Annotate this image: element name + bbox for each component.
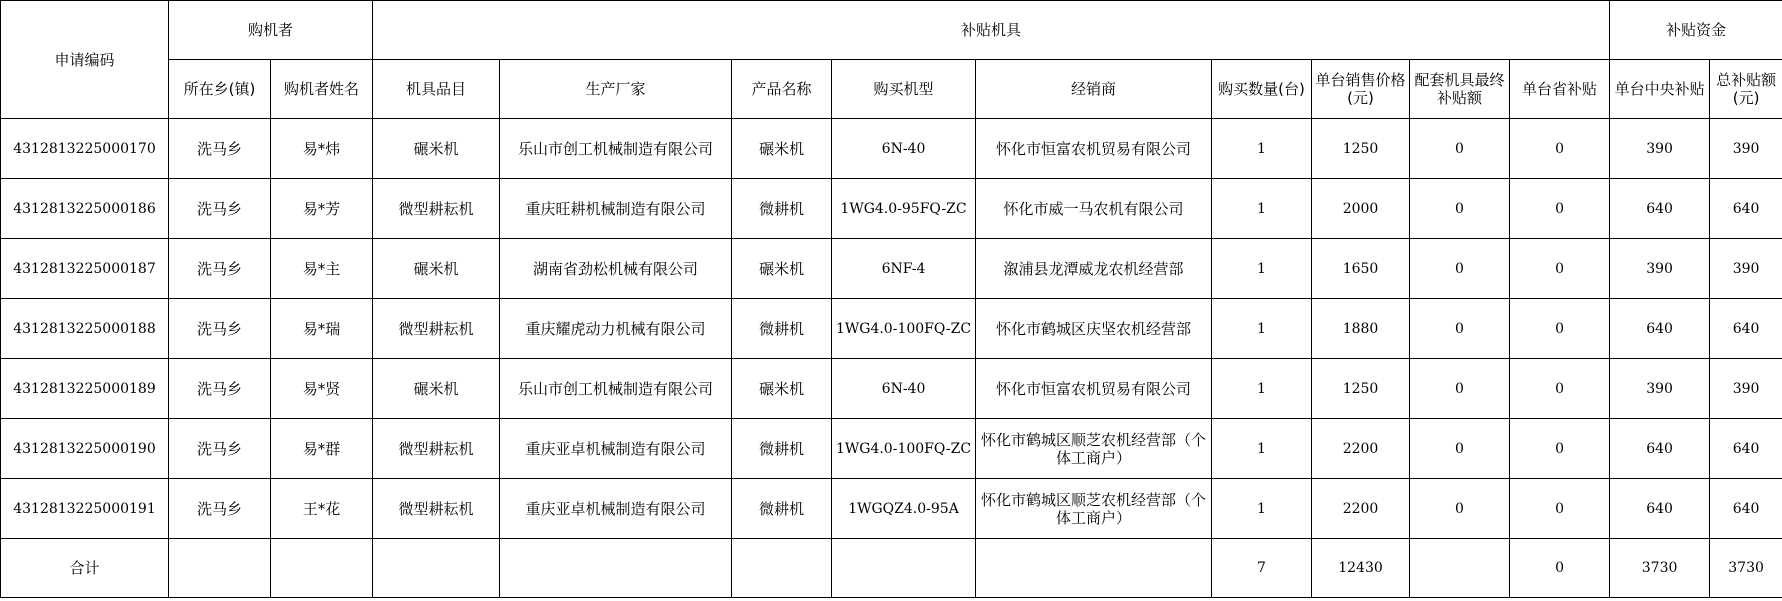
cell-prov: 0 xyxy=(1510,179,1610,239)
cell-price: 2000 xyxy=(1312,179,1410,239)
cell-qty: 1 xyxy=(1212,119,1312,179)
header-dealer: 经销商 xyxy=(976,60,1212,119)
cell-central: 640 xyxy=(1610,179,1710,239)
cell-town: 洗马乡 xyxy=(169,119,271,179)
cell-maker: 重庆耀虎动力机械有限公司 xyxy=(500,299,732,359)
cell-model: 6N-40 xyxy=(832,119,976,179)
table-row xyxy=(1,479,1782,539)
header-row-group xyxy=(1,1,1782,60)
cell-prov: 0 xyxy=(1510,359,1610,419)
header-total-subsidy: 总补贴额(元) xyxy=(1710,60,1782,119)
table-row xyxy=(1,359,1782,419)
totals-empty-cell xyxy=(271,539,373,598)
cell-model: 6N-40 xyxy=(832,359,976,419)
cell-code: 4312813225000186 xyxy=(1,179,169,239)
cell-model: 1WGQZ4.0-95A xyxy=(832,479,976,539)
cell-product: 碾米机 xyxy=(732,119,832,179)
cell-prov: 0 xyxy=(1510,119,1610,179)
totals-empty-cell xyxy=(976,539,1212,598)
cell-dealer: 怀化市鹤城区顺芝农机经营部（个体工商户） xyxy=(976,419,1212,479)
cell-maker: 湖南省劲松机械有限公司 xyxy=(500,239,732,299)
cell-category: 碾米机 xyxy=(373,359,500,419)
cell-town: 洗马乡 xyxy=(169,479,271,539)
cell-name: 易*贤 xyxy=(271,359,373,419)
cell-name: 易*芳 xyxy=(271,179,373,239)
cell-total: 640 xyxy=(1710,419,1782,479)
cell-code: 4312813225000190 xyxy=(1,419,169,479)
cell-accessory: 0 xyxy=(1410,479,1510,539)
cell-maker: 重庆亚卓机械制造有限公司 xyxy=(500,479,732,539)
cell-name: 易*主 xyxy=(271,239,373,299)
cell-price: 1880 xyxy=(1312,299,1410,359)
cell-code: 4312813225000188 xyxy=(1,299,169,359)
totals-qty: 7 xyxy=(1212,539,1312,598)
cell-town: 洗马乡 xyxy=(169,239,271,299)
cell-central: 390 xyxy=(1610,119,1710,179)
table-row xyxy=(1,419,1782,479)
cell-qty: 1 xyxy=(1212,179,1312,239)
header-buyer-group: 购机者 xyxy=(169,1,373,60)
totals-empty-cell xyxy=(169,539,271,598)
table-row xyxy=(1,179,1782,239)
cell-price: 2200 xyxy=(1312,419,1410,479)
cell-accessory: 0 xyxy=(1410,119,1510,179)
cell-total: 640 xyxy=(1710,299,1782,359)
cell-category: 微型耕耘机 xyxy=(373,419,500,479)
cell-price: 1650 xyxy=(1312,239,1410,299)
cell-dealer: 怀化市恒富农机贸易有限公司 xyxy=(976,119,1212,179)
header-app-code: 申请编码 xyxy=(1,1,169,119)
totals-empty-cell xyxy=(500,539,732,598)
totals-total: 3730 xyxy=(1710,539,1782,598)
cell-central: 390 xyxy=(1610,359,1710,419)
table-row xyxy=(1,119,1782,179)
cell-prov: 0 xyxy=(1510,479,1610,539)
cell-dealer: 溆浦县龙潭威龙农机经营部 xyxy=(976,239,1212,299)
cell-total: 640 xyxy=(1710,479,1782,539)
cell-model: 6NF-4 xyxy=(832,239,976,299)
cell-model: 1WG4.0-100FQ-ZC xyxy=(832,419,976,479)
cell-code: 4312813225000189 xyxy=(1,359,169,419)
cell-category: 碾米机 xyxy=(373,119,500,179)
totals-row xyxy=(1,539,1782,598)
cell-qty: 1 xyxy=(1212,239,1312,299)
cell-qty: 1 xyxy=(1212,479,1312,539)
cell-name: 易*群 xyxy=(271,419,373,479)
cell-total: 640 xyxy=(1710,179,1782,239)
header-quantity: 购买数量(台) xyxy=(1212,60,1312,119)
cell-prov: 0 xyxy=(1510,419,1610,479)
cell-product: 微耕机 xyxy=(732,299,832,359)
cell-dealer: 怀化市鹤城区顺芝农机经营部（个体工商户） xyxy=(976,479,1212,539)
cell-town: 洗马乡 xyxy=(169,179,271,239)
header-unit-price: 单台销售价格(元) xyxy=(1312,60,1410,119)
cell-code: 4312813225000191 xyxy=(1,479,169,539)
cell-prov: 0 xyxy=(1510,239,1610,299)
cell-qty: 1 xyxy=(1212,359,1312,419)
cell-town: 洗马乡 xyxy=(169,299,271,359)
cell-total: 390 xyxy=(1710,239,1782,299)
cell-category: 微型耕耘机 xyxy=(373,479,500,539)
totals-empty-cell xyxy=(832,539,976,598)
header-machine-group: 补贴机具 xyxy=(373,1,1610,60)
cell-category: 微型耕耘机 xyxy=(373,179,500,239)
cell-total: 390 xyxy=(1710,119,1782,179)
totals-empty-cell xyxy=(732,539,832,598)
cell-total: 390 xyxy=(1710,359,1782,419)
cell-product: 微耕机 xyxy=(732,479,832,539)
header-buyer-name: 购机者姓名 xyxy=(271,60,373,119)
cell-accessory: 0 xyxy=(1410,299,1510,359)
header-accessory-subsidy: 配套机具最终补贴额 xyxy=(1410,60,1510,119)
header-central-subsidy: 单台中央补贴 xyxy=(1610,60,1710,119)
cell-prov: 0 xyxy=(1510,299,1610,359)
cell-name: 易*炜 xyxy=(271,119,373,179)
cell-category: 微型耕耘机 xyxy=(373,299,500,359)
cell-code: 4312813225000170 xyxy=(1,119,169,179)
cell-qty: 1 xyxy=(1212,419,1312,479)
cell-accessory: 0 xyxy=(1410,359,1510,419)
totals-central: 3730 xyxy=(1610,539,1710,598)
cell-name: 王*花 xyxy=(271,479,373,539)
cell-model: 1WG4.0-95FQ-ZC xyxy=(832,179,976,239)
header-manufacturer: 生产厂家 xyxy=(500,60,732,119)
table-row xyxy=(1,239,1782,299)
cell-maker: 重庆旺耕机械制造有限公司 xyxy=(500,179,732,239)
cell-central: 640 xyxy=(1610,479,1710,539)
cell-category: 碾米机 xyxy=(373,239,500,299)
totals-label: 合计 xyxy=(1,539,169,598)
cell-model: 1WG4.0-100FQ-ZC xyxy=(832,299,976,359)
header-prov-subsidy: 单台省补贴 xyxy=(1510,60,1610,119)
header-model: 购买机型 xyxy=(832,60,976,119)
header-category: 机具品目 xyxy=(373,60,500,119)
cell-price: 2200 xyxy=(1312,479,1410,539)
cell-product: 微耕机 xyxy=(732,419,832,479)
cell-town: 洗马乡 xyxy=(169,359,271,419)
cell-dealer: 怀化市威一马农机有限公司 xyxy=(976,179,1212,239)
header-row-columns xyxy=(1,60,1782,119)
table-row xyxy=(1,299,1782,359)
cell-maker: 乐山市创工机械制造有限公司 xyxy=(500,359,732,419)
cell-maker: 重庆亚卓机械制造有限公司 xyxy=(500,419,732,479)
cell-accessory: 0 xyxy=(1410,419,1510,479)
cell-product: 碾米机 xyxy=(732,239,832,299)
cell-name: 易*瑞 xyxy=(271,299,373,359)
cell-central: 640 xyxy=(1610,299,1710,359)
header-product: 产品名称 xyxy=(732,60,832,119)
cell-dealer: 怀化市鹤城区庆坚农机经营部 xyxy=(976,299,1212,359)
cell-price: 1250 xyxy=(1312,119,1410,179)
cell-product: 微耕机 xyxy=(732,179,832,239)
cell-product: 碾米机 xyxy=(732,359,832,419)
header-township: 所在乡(镇) xyxy=(169,60,271,119)
cell-town: 洗马乡 xyxy=(169,419,271,479)
cell-accessory: 0 xyxy=(1410,179,1510,239)
cell-code: 4312813225000187 xyxy=(1,239,169,299)
totals-price: 12430 xyxy=(1312,539,1410,598)
cell-dealer: 怀化市恒富农机贸易有限公司 xyxy=(976,359,1212,419)
totals-prov: 0 xyxy=(1510,539,1610,598)
cell-price: 1250 xyxy=(1312,359,1410,419)
totals-empty-cell xyxy=(1410,539,1510,598)
cell-qty: 1 xyxy=(1212,299,1312,359)
cell-maker: 乐山市创工机械制造有限公司 xyxy=(500,119,732,179)
totals-empty-cell xyxy=(373,539,500,598)
cell-central: 390 xyxy=(1610,239,1710,299)
header-fund-group: 补贴资金 xyxy=(1610,1,1782,60)
cell-central: 640 xyxy=(1610,419,1710,479)
cell-accessory: 0 xyxy=(1410,239,1510,299)
